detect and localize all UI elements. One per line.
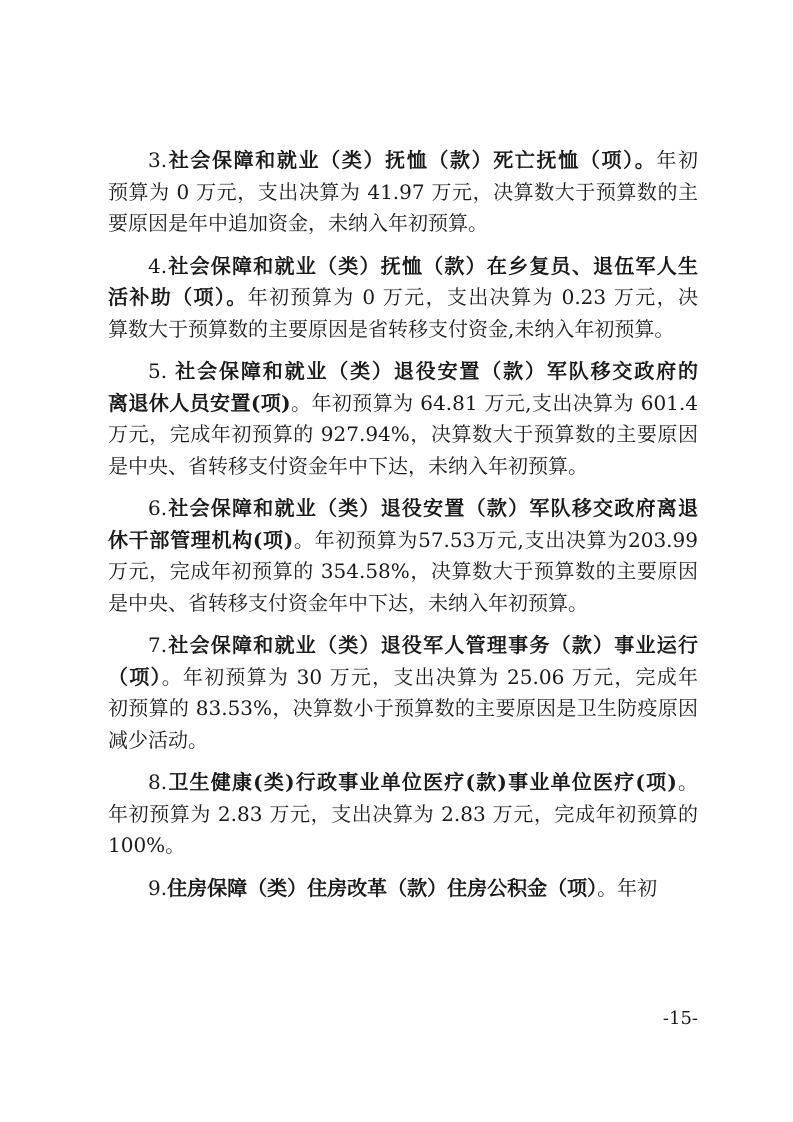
bold-heading-text: 社会保障和就业（类）抚恤（款）死亡抚恤（项）。 xyxy=(167,148,657,172)
paragraph-1-line-1 xyxy=(148,148,698,172)
body-text-segment: 9. xyxy=(148,875,168,900)
body-text-segment: 算数大于预算数的主要原因是省转移支付资金,未纳入年初预算。 xyxy=(108,316,675,341)
body-text-segment: 万元，完成年初预算的 354.58%，决算数大于预算数的主要原因 xyxy=(108,559,698,583)
bold-heading-text: 社会保障和就业（类）退役军人管理事务（款）事业运行 xyxy=(167,633,698,657)
paragraph-3-line-2 xyxy=(108,391,698,415)
body-text-segment: 。年初 xyxy=(597,875,658,900)
bold-heading-text: （项） xyxy=(108,664,162,689)
bold-heading-text: 卫生健康(类)行政事业单位医疗(款)事业单位医疗(项) xyxy=(167,770,677,794)
body-text-segment: 年初预算为 0 万元，支出决算为 0.23 万元，决 xyxy=(247,285,699,309)
bold-heading-text: 住房保障（类）住房改革（款）住房公积金（项） xyxy=(167,875,598,900)
bold-heading-text: 活补助（项）。 xyxy=(108,285,248,309)
paragraph-4-line-4 xyxy=(108,591,698,615)
paragraph-4-line-3 xyxy=(108,559,698,583)
bold-heading-text: 离退休人员安置(项) xyxy=(108,390,291,415)
paragraph-4-line-2 xyxy=(108,528,698,552)
paragraph-2-line-3 xyxy=(108,317,698,341)
paragraph-7-line-1 xyxy=(148,876,698,900)
body-text-segment: 4. xyxy=(148,253,168,278)
body-text-segment: 。年初预算为 64.81 万元,支出决算为 601.4 xyxy=(290,390,698,415)
body-text-segment: 是中央、省转移支付资金年中下达，未纳入年初预算。 xyxy=(108,453,588,478)
body-text-segment: 年初预算为 2.83 万元，支出决算为 2.83 万元，完成年初预算的 xyxy=(108,801,698,826)
paragraph-3-line-1 xyxy=(148,359,698,383)
paragraph-5-line-2 xyxy=(108,665,698,689)
paragraph-2-line-1 xyxy=(148,254,698,278)
bold-heading-text: 社会保障和就业（类）退役安置（款）军队移交政府的 xyxy=(175,359,698,383)
body-text-segment: 。年初预算为 30 万元，支出决算为 25.06 万元，完成年 xyxy=(161,664,699,689)
paragraph-6-line-1 xyxy=(148,770,698,794)
body-text-segment: 预算为 0 万元，支出决算为 41.97 万元，决算数大于预算数的主 xyxy=(108,179,698,204)
body-text-segment: 。 xyxy=(676,770,698,794)
body-text-segment: 减少活动。 xyxy=(108,727,208,752)
body-text-segment: 3. xyxy=(148,148,168,172)
paragraph-3-line-3 xyxy=(108,422,698,446)
paragraph-5-line-3 xyxy=(108,696,698,720)
paragraph-1-line-3 xyxy=(108,211,698,235)
paragraph-1-line-2 xyxy=(108,180,698,204)
paragraph-2-line-2 xyxy=(108,285,698,309)
body-text-segment: 初预算的 83.53%，决算数小于预算数的主要原因是卫生防疫原因 xyxy=(108,696,698,720)
page-number: -15- xyxy=(662,1008,698,1029)
body-text-segment: 要原因是年中追加资金，未纳入年初预算。 xyxy=(108,211,488,235)
paragraph-5-line-4 xyxy=(108,728,698,752)
bold-heading-text: 休干部管理机构(项) xyxy=(108,527,294,552)
paragraph-3-line-4 xyxy=(108,454,698,478)
body-text-segment: 。年初预算为57.53万元,支出决算为203.99 xyxy=(293,527,698,552)
body-text-segment: 是中央、省转移支付资金年中下达，未纳入年初预算。 xyxy=(108,590,588,615)
body-text-segment: 年初 xyxy=(656,148,699,172)
paragraph-6-line-2 xyxy=(108,802,698,826)
body-text-segment: 万元，完成年初预算的 927.94%，决算数大于预算数的主要原因 xyxy=(108,422,698,446)
body-text-segment: 7. xyxy=(148,633,168,657)
bold-heading-text: 社会保障和就业（类）退役安置（款）军队移交政府离退 xyxy=(167,496,698,520)
bold-heading-text: 社会保障和就业（类）抚恤（款）在乡复员、退伍军人生 xyxy=(167,253,698,278)
body-text-segment: 8. xyxy=(148,770,168,794)
body-text-segment: 5. xyxy=(148,359,176,383)
body-text-segment: 6. xyxy=(148,496,168,520)
paragraph-5-line-1 xyxy=(148,633,698,657)
paragraph-6-line-3 xyxy=(108,833,698,857)
body-text-segment: 100%。 xyxy=(108,833,186,857)
paragraph-4-line-1 xyxy=(148,496,698,520)
